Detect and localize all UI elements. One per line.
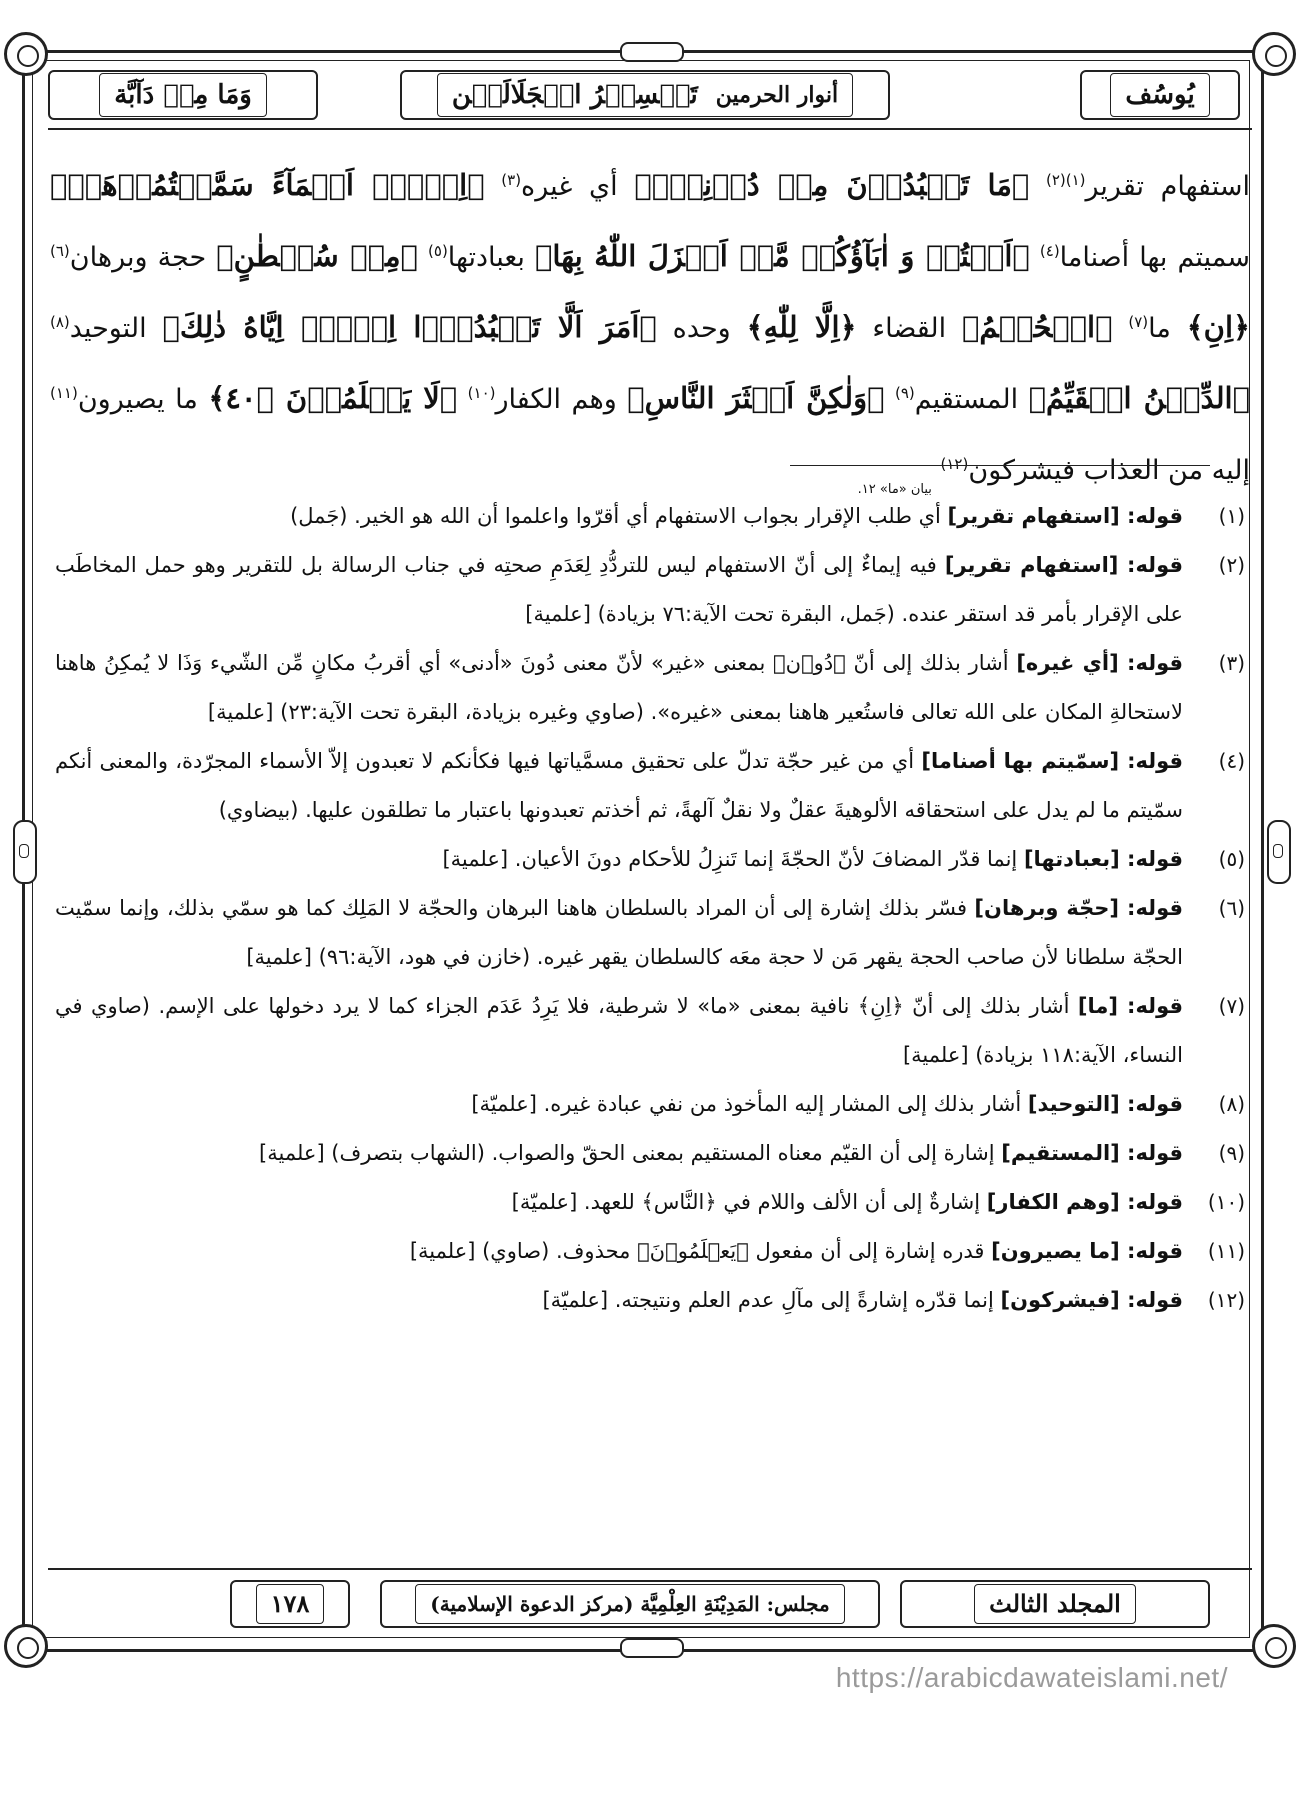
header-juz-box <box>48 70 318 120</box>
footnote-text: أشار بذلك إلى المشار إليه المأخوذ من نفي عبادة غيره. [علميّة] <box>471 1092 1028 1116</box>
footnote-marker: (٩) <box>894 384 915 402</box>
footnote-keyword: قوله: [التوحيد] <box>1027 1092 1183 1116</box>
footer-publisher-box <box>380 1580 880 1628</box>
footnote-item <box>55 1276 1245 1325</box>
footnote-item <box>55 835 1245 884</box>
footnote-separator <box>790 465 1210 466</box>
header-divider <box>48 128 1252 130</box>
footnote-text: قدره إشارة إلى أن مفعول ﴿يَعۡلَمُوۡنَ﴾ محذوف. (صاوي) [علمية] <box>409 1239 992 1263</box>
footnote-text: إشارة إلى أن القيّم معناه المستقيم بمعنى الحقّ والصواب. (الشهاب بتصرف) [علمية] <box>259 1141 1002 1165</box>
side-ornament-left <box>13 820 37 884</box>
commentary-text: إليه من العذاب فيشركون <box>968 455 1250 486</box>
top-ornament <box>620 42 684 62</box>
footnote-item <box>55 639 1245 737</box>
footnote-keyword: قوله: [ما يصيرون] <box>991 1239 1183 1263</box>
quran-text: ﴿الۡحُكۡمُ﴾ <box>961 310 1113 344</box>
footnote-number: (٤) <box>1218 749 1245 773</box>
footer-page-box <box>230 1580 350 1628</box>
commentary-text: ما <box>1148 313 1171 344</box>
quran-text: ﴿وَلٰكِنَّ اَكۡثَرَ النَّاسِ﴾ <box>627 381 885 415</box>
header-surah-name: يُوسُف <box>1110 73 1209 117</box>
page-number: ١٧٨ <box>256 1584 325 1624</box>
footnote-marker: (٥) <box>428 242 448 260</box>
quran-text: ﴿اَنۡتُمۡ وَ اٰبَآؤُكُمۡ مَّاۤ اَنۡزَلَ اللّٰهُ بِهَا﴾ <box>534 239 1030 273</box>
footnote-item <box>55 1129 1245 1178</box>
footnote-keyword: قوله: [المستقيم] <box>1001 1141 1183 1165</box>
quran-text: ﴿الدِّيۡنُ الۡقَيِّمُ﴾ <box>1028 381 1250 415</box>
footnote-item <box>55 492 1245 541</box>
footnote-text: إنما قدّره إشارةً إلى مآلِ عدم العلم ونتيجته. [علميّة] <box>542 1288 1001 1312</box>
footnote-text: أي طلب الإقرار بجواب الاستفهام أي أقرّوا واعلموا أن الله هو الخير. (جَمل) <box>290 504 948 528</box>
footnote-keyword: قوله: [استفهام تقرير] <box>944 553 1183 577</box>
footer-volume-box <box>900 1580 1210 1628</box>
footnote-item <box>55 1080 1245 1129</box>
footnote-number: (٨) <box>1218 1092 1245 1116</box>
commentary-text: التوحيد <box>69 313 147 344</box>
footnote-text: أي من غير حجّة تدلّ على تحقيق مسمَّياتها فيها فكأنكم لا تعبدون إلاّ الأسماء المجرّدة، والمعنى أنكم سمّيتم ما لم يدل على استحقاقه الألوهيةَ عقلٌ ولا نقلٌ آلهةً، ثم أخذتم تعبدونها باعتبار ما تطلقون عليها. (بيضاوي) <box>55 749 1183 822</box>
footnote-marker: (١٠) <box>467 384 496 402</box>
footnote-number: (١) <box>1218 504 1245 528</box>
quran-text: ﴿اَمَرَ اَلَّا تَعۡبُدُوۡۤا اِلَّاۤ اِيَّاهُ ذٰلِكَ﴾ <box>162 310 657 344</box>
corner-ornament-bottom-left <box>4 1624 48 1668</box>
footnote-item <box>55 1178 1245 1227</box>
footnote-number: (١٢) <box>1207 1288 1245 1312</box>
footnote-item <box>55 1227 1245 1276</box>
commentary-text: وهم الكفار <box>495 384 617 415</box>
footnote-marker: (١)(٢) <box>1045 171 1086 189</box>
corner-ornament-top-right <box>1252 32 1296 76</box>
quran-text: ﴿لَا يَعۡلَمُوۡنَ ﴿٤٠﴾ <box>208 381 458 415</box>
footnote-marker: (١١) <box>50 384 78 402</box>
footnote-number: (٧) <box>1218 994 1245 1018</box>
header-book-title: تَفۡسِيۡرُ الۡجَلَالَيۡن <box>451 80 698 110</box>
footnote-item <box>55 982 1245 1080</box>
commentary-text: وحده <box>672 313 731 344</box>
footnote-item <box>55 737 1245 835</box>
reference-note: بيان «ما» ١٢. <box>857 482 932 497</box>
quran-text: ﴿اِلَّاۤ اَسۡمَآءً سَمَّيۡتُمُوۡهَاۤ﴾ <box>50 168 485 202</box>
footnote-keyword: قوله: [وهم الكفار] <box>986 1190 1183 1214</box>
footnote-text: أشار بذلك إلى أنّ ﴿اِنِ﴾ نافية بمعنى «ما» لا شرطية، فلا يَرِدُ عَدَم الجزاء كما لا يرد دخولها على الإسم. (صاوي في النساء، الآية:١١٨ بزيادة) [علمية] <box>55 994 1183 1067</box>
commentary-text: المستقيم <box>914 384 1019 415</box>
footnote-marker: (١٢) <box>940 455 969 473</box>
footnote-keyword: قوله: [بعبادتها] <box>1023 847 1183 871</box>
footnote-number: (٢) <box>1218 553 1245 577</box>
footnote-text: إشارةٌ إلى أن الألف واللام في ﴿النَّاس﴾ للعهد. [علميّة] <box>511 1190 987 1214</box>
footnote-number: (٣) <box>1218 651 1245 675</box>
bottom-ornament <box>620 1638 684 1658</box>
footnote-marker: (٣) <box>501 171 522 189</box>
footnotes-list <box>55 492 1245 1325</box>
footnote-marker: (٨) <box>50 313 70 331</box>
commentary-text: بعبادتها <box>447 242 525 273</box>
footer-volume: المجلد الثالث <box>974 1584 1136 1624</box>
quran-text: ﴿مِنۡ سُلۡطٰنٍ﴾ <box>216 239 418 273</box>
footer-publisher: مجلس: المَدِيْنَةِ العِلْمِيَّة (مركز الدعوة الإسلامية) <box>415 1584 844 1624</box>
footnote-item <box>55 541 1245 639</box>
commentary-text: القضاء <box>872 313 947 344</box>
footnote-number: (٥) <box>1218 847 1245 871</box>
footnote-text: فيه إيماءٌ إلى أنّ الاستفهام ليس للتردُّدِ لِعَدَمِ صحتِه في جناب الرسالة بل للتقرير وهو حمل المخاطَب على الإقرار بأمر قد استقر عنده. (جَمل، البقرة تحت الآية:٧٦ بزيادة) [علمية] <box>55 553 1183 626</box>
header-title-box <box>400 70 890 120</box>
footer-divider <box>48 1568 1252 1570</box>
footnote-marker: (٦) <box>50 242 70 260</box>
footnote-keyword: قوله: [حجّة وبرهان] <box>974 896 1183 920</box>
side-ornament-right <box>1267 820 1291 884</box>
footnote-item <box>55 884 1245 982</box>
quran-text: ﴿اِنِ﴾ <box>1186 310 1251 344</box>
footnote-number: (١٠) <box>1207 1190 1245 1214</box>
footnote-marker: (٧) <box>1128 313 1149 331</box>
footnote-text: أشار بذلك إلى أنّ ﴿دُوۡن﴾ بمعنى «غير» لأنّ معنى دُونَ «أدنى» أي أقربُ مكانٍ مِّن الشّيء وَذَا لا يُمكِنُ هاهنا لاستحالةِ المكان على الله تعالى فاستُعير هاهنا بمعنى «غيره». (صاوي وغيره بزيادة، البقرة تحت الآية:٢٣) [علمية] <box>55 651 1183 724</box>
quran-text: ﴿اِلَّا لِلّٰهِ﴾ <box>746 310 857 344</box>
commentary-text: استفهام تقرير <box>1085 171 1250 202</box>
quran-text: ﴿مَا تَعۡبُدُوۡنَ مِنۡ دُوۡنِهٖۤ﴾ <box>634 168 1030 202</box>
footnote-keyword: قوله: [أي غيره] <box>1016 651 1183 675</box>
header-juz-name: وَمَا مِنۡ دَآبَّة <box>99 73 267 117</box>
footnote-text: فسّر بذلك إشارة إلى أن المراد بالسلطان هاهنا البرهان والحجّة لا المَلِك كما هو سمّي بذلك، وإنما سمّيت الحجّة سلطانا لأن صاحب الحجة يقهر مَن لا حجة معَه كالسلطان يقهر غيره. (خازن في هود، الآية:٩٦) [علمية] <box>55 896 1183 969</box>
commentary-text: حجة وبرهان <box>69 242 207 273</box>
footnote-keyword: قوله: [استفهام تقرير] <box>947 504 1183 528</box>
footnote-keyword: قوله: [ما] <box>1077 994 1183 1018</box>
footnote-keyword: قوله: [فيشركون] <box>1000 1288 1183 1312</box>
footnote-number: (٦) <box>1218 896 1245 920</box>
footnote-marker: (٤) <box>1039 242 1060 260</box>
commentary-text: سميتم بها أصناما <box>1059 242 1250 273</box>
watermark-url[interactable]: https://arabicdawateislami.net/ <box>835 1662 1228 1693</box>
footnote-number: (٩) <box>1218 1141 1245 1165</box>
footnote-number: (١١) <box>1207 1239 1245 1263</box>
corner-ornament-bottom-right <box>1252 1624 1296 1668</box>
footnote-text: إنما قدّر المضافَ لأنّ الحجّةَ إنما تَنزِلُ للأحكام دونَ الأعيان. [علمية] <box>442 847 1024 871</box>
corner-ornament-top-left <box>4 32 48 76</box>
commentary-text: ما يصيرون <box>77 384 198 415</box>
footnote-keyword: قوله: [سمّيتم بها أصناما] <box>921 749 1183 773</box>
commentary-text: أي غيره <box>521 171 618 202</box>
header-surah-box <box>1080 70 1240 120</box>
header-book-series: أنوار الحرمين <box>715 82 839 108</box>
